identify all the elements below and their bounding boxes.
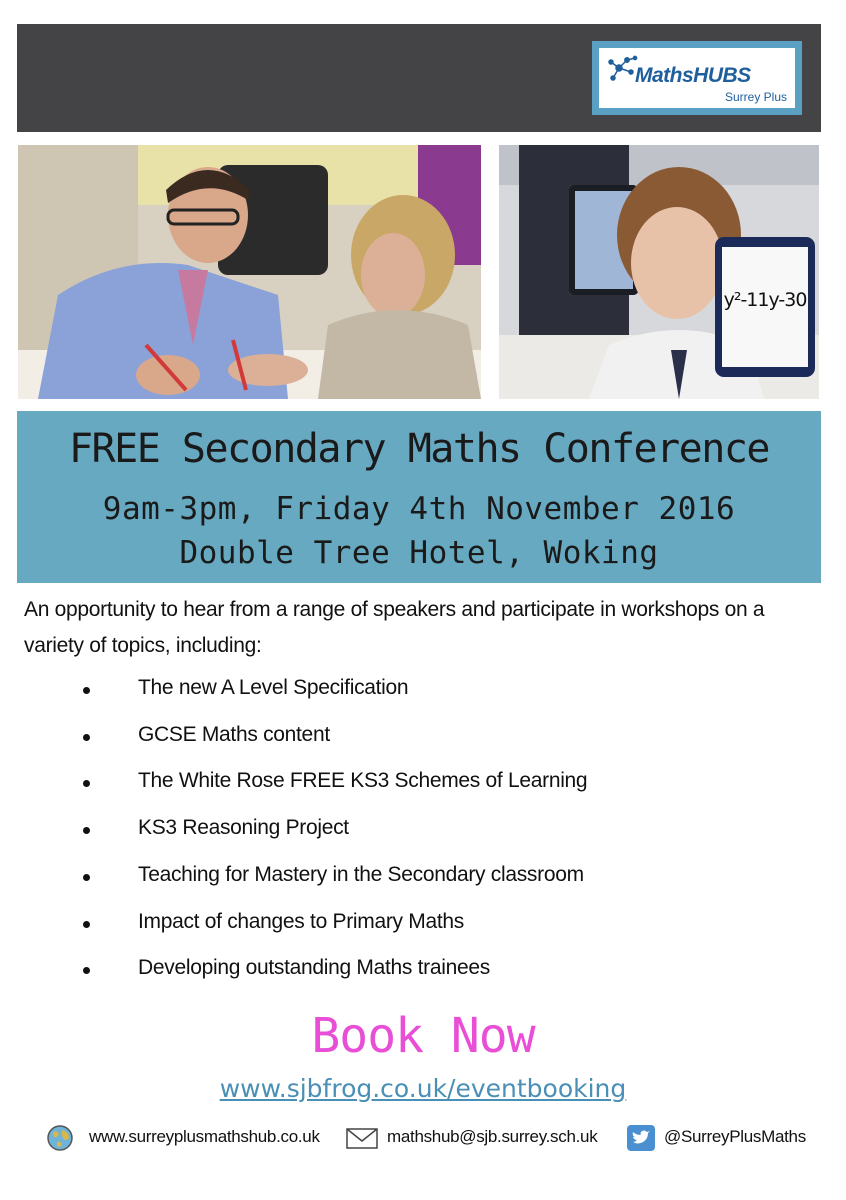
footer-twitter[interactable]: @SurreyPlusMaths: [664, 1127, 806, 1146]
footer-website[interactable]: www.surreyplusmathshub.co.uk: [89, 1127, 320, 1146]
list-item: The new A Level Specification: [0, 674, 846, 704]
logo-subtitle: Surrey Plus: [724, 90, 787, 104]
footer-email[interactable]: mathshub@sjb.surrey.sch.uk: [387, 1127, 598, 1146]
list-item: Impact of changes to Primary Maths: [0, 908, 846, 938]
list-item: Teaching for Mastery in the Secondary classroom: [0, 861, 846, 891]
globe-icon: [45, 1124, 75, 1152]
list-item: GCSE Maths content: [0, 721, 846, 751]
booking-link[interactable]: www.sjbfrog.co.uk/eventbooking: [219, 1074, 627, 1103]
intro-paragraph: An opportunity to hear from a range of speakers and participate in workshops on a variety of topics, including:: [24, 598, 765, 657]
bullet-icon: [83, 734, 90, 741]
tablet-equation: y²-11y-30: [723, 289, 807, 311]
event-date-time: 9am-3pm, Friday 4th November 2016: [102, 491, 736, 527]
photo-teachers-working: [18, 145, 481, 399]
twitter-bird-icon: [626, 1124, 656, 1152]
list-item: Developing outstanding Maths trainees: [0, 954, 846, 984]
event-title-band: [17, 411, 821, 583]
book-now-heading: Book Now: [311, 1008, 535, 1064]
bullet-icon: [83, 780, 90, 787]
bullet-icon: [83, 687, 90, 694]
maths-hubs-logo: [592, 41, 802, 115]
bullet-icon: [83, 827, 90, 834]
envelope-icon: [345, 1124, 379, 1152]
list-item: KS3 Reasoning Project: [0, 814, 846, 844]
list-item: The White Rose FREE KS3 Schemes of Learning: [0, 767, 846, 797]
tablet: [715, 237, 815, 377]
photo-student-with-tablet: [499, 145, 819, 399]
bullet-icon: [83, 967, 90, 974]
logo-title: MathsHUBS: [635, 64, 751, 87]
bullet-icon: [83, 874, 90, 881]
footer-contacts: [0, 1120, 846, 1156]
bullet-icon: [83, 921, 90, 928]
event-venue: Double Tree Hotel, Woking: [179, 535, 659, 571]
event-title: FREE Secondary Maths Conference: [68, 426, 770, 472]
